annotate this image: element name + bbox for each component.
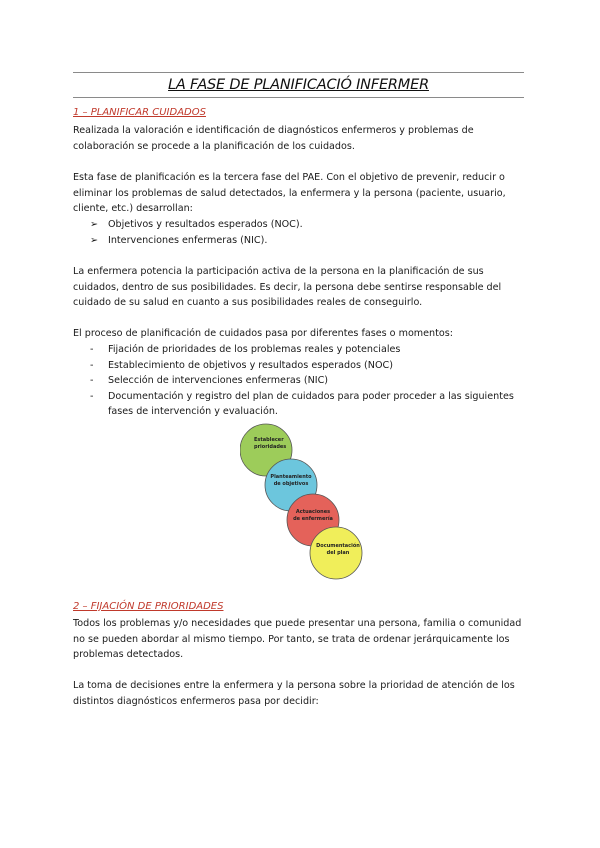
section1-paragraph-3: La enfermera potencia la participación activa de la persona en la planificación de sus cuidados, dentro de sus posibilidades. Es decir, la persona debe sentirse responsable del cuidado de su salud en cuanto a sus posibilidades reales de conseguirlo. [73,266,502,309]
phase-circle-2-label-line1: Planteamiento [270,474,312,480]
list-item-text: Establecimiento de objetivos y resultados esperados (NOC) [108,359,393,371]
arrow-bullet-icon: ➢ [90,234,99,246]
phase-circle-4-label-line1: Documentación [316,543,360,549]
section1-paragraph-1: Realizada la valoración e identificación de diagnósticos enfermeros y problemas de colaboración se procede a la planificación de los cuidados. [73,125,474,152]
arrow-list [90,217,520,248]
section2-heading: 2 – FIJACIÓN DE PRIORIDADES [73,601,224,612]
arrow-bullet-icon: ➢ [90,219,99,230]
list-item [90,373,530,389]
phase-circle-3-label-line1: Actuaciones [295,509,331,515]
dash-bullet: - [90,390,94,402]
page-title [73,77,524,93]
section2-paragraph-2: La toma de decisiones entre la enfermera y la persona sobre la prioridad de atención de los distintos diagnósticos enfermeros pasa por decidir: [73,680,515,707]
dash-bullet: - [90,375,94,387]
phase-circle-1-label-line1: Establecer [254,437,284,443]
section1-paragraph-2: Esta fase de planificación es la tercera fase del PAE. Con el objetivo de prevenir, reducir o eliminar los problemas de salud detectados, la enfermera y la persona (paciente, usuario, cliente, etc.) desarrollan: [73,172,506,215]
list-item [90,233,520,249]
list-item-text: Fijación de prioridades de los problemas reales y potenciales [108,344,401,355]
section1-paragraph-4: El proceso de planificación de cuidados pasa por diferentes fases o momentos: [73,328,454,339]
phase-circle-4-label-line2: del plan [326,550,350,556]
list-item [90,358,530,374]
phase-circle-1-label-line2: prioridades [254,444,287,450]
phase-circle-3-label-line2: de enfermería [293,516,333,522]
list-item-text: Documentación y registro del plan de cuidados para poder proceder a las siguientes fases de intervención y evaluación. [108,390,514,418]
list-item [90,389,530,420]
phase-circle-2-label-line2: de objetivos [273,481,309,487]
page-title-text: LA FASE DE PLANIFICACIÓ INFERMER [168,77,429,93]
dash-bullet: - [90,344,94,355]
list-item-text: Intervenciones enfermeras (NIC). [108,234,268,246]
title-underline-rule [73,97,524,98]
phase-circle-4 [310,527,362,579]
section1-heading: 1 – PLANIFICAR CUIDADOS [73,107,206,118]
top-rule [73,72,524,73]
planning-phases-diagram [240,420,365,580]
dash-list [90,342,530,420]
list-item [90,217,520,233]
list-item-text: Selección de intervenciones enfermeras (NIC) [108,375,329,387]
section2-paragraph-1: Todos los problemas y/o necesidades que puede presentar una persona, familia o comunidad no se pueden abordar al mismo tiempo. Por tanto, se trata de ordenar jerárquicamente los problemas detectados. [73,618,522,661]
dash-bullet: - [90,359,94,371]
list-item-text: Objetivos y resultados esperados (NOC). [108,219,303,230]
list-item [90,342,530,358]
